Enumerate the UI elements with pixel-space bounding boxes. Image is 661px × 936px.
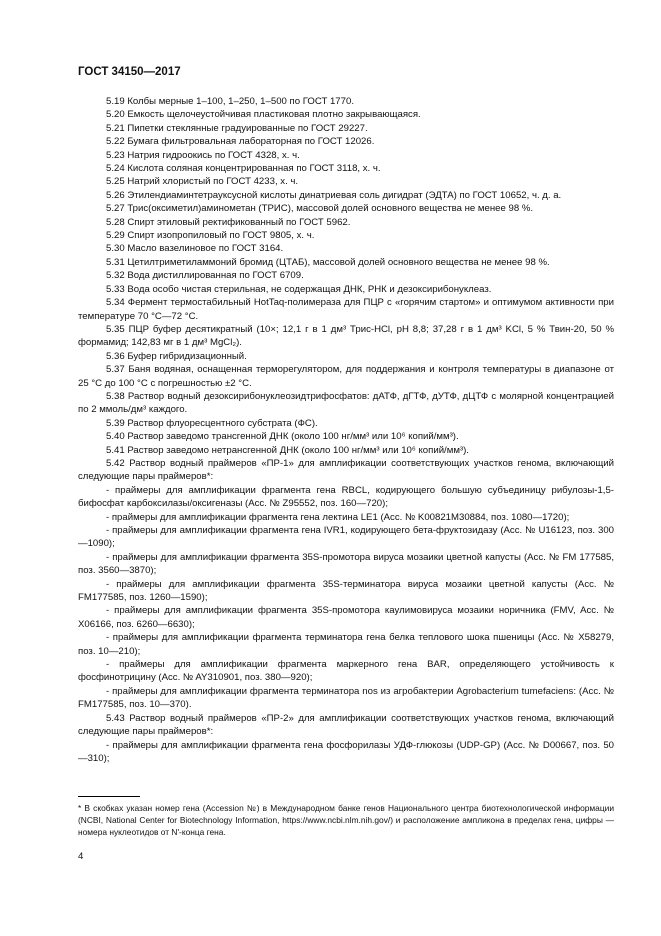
list-item: - праймеры для амплификации фрагмента 35S-терминатора вируса мозаики цветной капусты (Acc. № FM177585, поз. 1260—1590); [78, 578, 614, 604]
list-item: 5.21 Пипетки стеклянные градуированные по ГОСТ 29227. [106, 122, 368, 134]
list-item: 5.20 Емкость щелочеустойчивая пластиковая плотно закрывающаяся. [106, 109, 421, 121]
list-item: 5.22 Бумага фильтровальная лабораторная по ГОСТ 12026. [106, 136, 375, 148]
main-content [78, 95, 614, 765]
list-item: 5.36 Буфер гибридизационный. [106, 350, 247, 362]
list-item: 5.42 Раствор водный праймеров «ПР-1» для амплификации соответствующих участков генома, включающий следующие пары праймеров*: [78, 457, 614, 483]
list-item: - праймеры для амплификации фрагмента гена IVR1, кодирующего бета-фруктозидазу (Acc. № U16123, поз. 300—1090); [78, 525, 614, 550]
footnote-divider [78, 796, 140, 797]
list-item: 5.19 Колбы мерные 1–100, 1–250, 1–500 по ГОСТ 1770. [106, 96, 354, 107]
list-item: 5.41 Раствор заведомо нетрансгенной ДНК (около 100 нг/мм³ или 10⁶ копий/мм³). [106, 444, 469, 456]
list-item: 5.35 ПЦР буфер десятикратный (10×; 12,1 г в 1 дм³ Трис-HCl, pH 8,8; 37,28 г в 1 дм³ KCl, 5 % Твин-20, 50 % формамид; 142,83 мг в 1 дм³ MgCl₂). [78, 323, 614, 349]
list-item: 5.31 Цетилтриметиламмоний бромид (ЦТАБ), массовой долей основного вещества не менее 98 %. [106, 256, 550, 268]
page-number: 4 [78, 851, 84, 862]
document-header: ГОСТ 34150—2017 [78, 66, 181, 78]
list-item: 5.34 Фермент термостабильный HotTaq-полимераза для ПЦР с «горячим стартом» и оптимумом активности при температуре 70 °С—72 °С. [78, 297, 614, 322]
list-item: 5.40 Раствор заведомо трансгенной ДНК (около 100 нг/мм³ или 10⁶ копий/мм³). [106, 431, 459, 443]
list-item: 5.28 Спирт этиловый ректификованный по ГОСТ 5962. [106, 216, 351, 228]
list-item: 5.30 Масло вазелиновое по ГОСТ 3164. [106, 243, 284, 255]
list-item: 5.43 Раствор водный праймеров «ПР-2» для амплификации соответствующих участков генома, включающий следующие пары праймеров*: [78, 712, 614, 738]
list-item: 5.33 Вода особо чистая стерильная, не содержащая ДНК, РНК и дезоксирибонуклеаз. [106, 283, 492, 295]
list-item: 5.39 Раствор флуоресцентного субстрата (ФС). [106, 417, 318, 429]
list-item: 5.29 Спирт изопропиловый по ГОСТ 9805, х. ч. [106, 230, 315, 242]
list-item: 5.26 Этилендиаминтетрауксусной кислоты динатриевая соль дигидрат (ЭДТА) по ГОСТ 10652, ч. д. а. [106, 189, 562, 201]
list-item: 5.37 Баня водяная, оснащенная терморегулятором, для поддержания и контроля температуры в диапазоне от 25 °С до 100 °С с погрешностью ±2 °С. [78, 364, 614, 389]
list-item: 5.27 Трис(оксиметил)аминометан (ТРИС), массовой долей основного вещества не менее 98 %. [106, 203, 534, 215]
list-item: - праймеры для амплификации фрагмента 35S-промотора вируса мозаики цветной капусты (Acc. № FM 177585, поз. 3560—3870); [78, 551, 614, 577]
list-item: - праймеры для амплификации фрагмента 35S-промотора каулимовируса мозаики норичника (FMV, Acc. № X06166, поз. 6260—6630); [78, 605, 614, 630]
list-item: 5.32 Вода дистиллированная по ГОСТ 6709. [106, 270, 304, 282]
list-item: 5.25 Натрий хлористый по ГОСТ 4233, х. ч. [106, 176, 299, 188]
list-item: - праймеры для амплификации фрагмента гена фосфорилазы УДФ-глюкозы (UDP-GP) (Acc. № D00667, поз. 50—310); [78, 739, 614, 764]
list-item: 5.24 Кислота соляная концентрированная по ГОСТ 3118, х. ч. [106, 163, 381, 175]
footnote: * В скобках указан номер гена (Accession №) в Международном банке генов Национального центра биотехнологической информации (NCBI, National Center for Biotechnology Information, https://www.ncbi.nlm.nih.gov/) и расположение ампликона в пределах гена, цифры — номера нуклеотидов от N'-конца гена. [78, 803, 614, 837]
list-item: 5.38 Раствор водный дезоксирибонуклеозидтрифосфатов: дАТФ, дГТФ, дУТФ, дЦТФ с молярной концентрацией по 2 ммоль/дм³ каждого. [78, 390, 614, 416]
list-item: - праймеры для амплификации фрагмента гена лектина LE1 (Acc. № K00821M30884, поз. 1080—1720); [106, 511, 570, 523]
list-item: - праймеры для амплификации фрагмента терминатора гена белка теплового шока пшеницы (Acc. № X58279, поз. 10—210); [78, 632, 614, 657]
list-item: - праймеры для амплификации фрагмента гена RBCL, кодирующего большую субъединицу рибулозы-1,5-бифосфат карбоксилазы/оксигеназы (Acc. № Z95552, поз. 160—720); [78, 484, 614, 510]
list-item: - праймеры для амплификации фрагмента маркерного гена BAR, определяющего устойчивость к фосфинотрицину (Acc. № AY310901, поз. 380—920); [78, 659, 614, 684]
list-item: 5.23 Натрия гидроокись по ГОСТ 4328, х. ч. [106, 149, 300, 161]
list-item: - праймеры для амплификации фрагмента терминатора nos из агробактерии Agrobacterium tumefaciens: (Acc. № FM177585, поз. 10—370). [78, 685, 614, 711]
